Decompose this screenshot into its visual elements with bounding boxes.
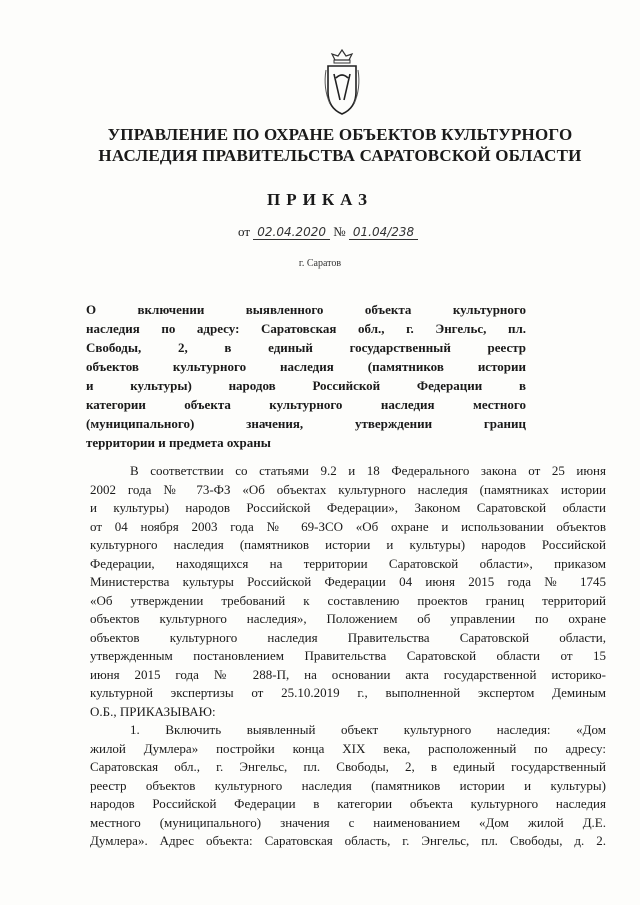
subject-line: О включении выявленного объекта культурного bbox=[86, 302, 526, 317]
subject-line: наследия по адресу: Саратовская обл., г. Энгельс, пл. bbox=[86, 321, 526, 336]
subject-line: (муниципального) значения, утверждении границ bbox=[86, 416, 526, 431]
body-line: жилой Думлера» постройки конца XIX века, расположенный по адресу: bbox=[90, 740, 606, 756]
order-title: ПРИКАЗ bbox=[267, 190, 373, 209]
body-line: В соответствии со статьями 9.2 и 18 Федерального закона от 25 июня bbox=[130, 463, 606, 478]
body-line: Министерства культуры Российской Федерации 04 июня 2015 года № 1745 bbox=[90, 574, 606, 589]
body-line: утвержденным постановлением Правительства Саратовской области от 15 bbox=[90, 648, 606, 663]
order-date-number bbox=[238, 224, 418, 240]
body-line: культурной экспертизы от 25.10.2019 г., выполненной экспертом Деминым bbox=[90, 685, 606, 700]
city: г. Саратов bbox=[298, 258, 342, 269]
organization-title-line-2: НАСЛЕДИЯ ПРАВИТЕЛЬСТВА САРАТОВСКОЙ ОБЛАСТИ bbox=[98, 146, 582, 165]
subject-line: территории и предмета охраны bbox=[86, 435, 271, 450]
subject-line: Свободы, 2, в единый государственный реестр bbox=[86, 340, 526, 355]
organization-title-line-1: УПРАВЛЕНИЕ ПО ОХРАНЕ ОБЪЕКТОВ КУЛЬТУРНОГО bbox=[107, 125, 573, 144]
body-line: объектов культурного наследия», Положением об управлении по охране bbox=[90, 611, 606, 626]
body-line: 2002 года № 73-ФЗ «Об объектах культурного наследия (памятниках истории bbox=[90, 481, 606, 497]
number-prefix: № bbox=[333, 224, 346, 239]
subject-line: категории объекта культурного наследия местного bbox=[86, 397, 526, 412]
organization-title bbox=[90, 124, 590, 166]
body-line: народов Российской Федерации в категории объекта культурного наследия bbox=[90, 796, 606, 811]
body-line: реестр объектов культурного наследия (памятников истории и культуры) bbox=[90, 777, 606, 793]
date-prefix: от bbox=[238, 224, 251, 239]
body-line: Федерации, находящихся на территории Саратовской области», приказом bbox=[90, 555, 606, 571]
subject-line: объектов культурного наследия (памятников истории bbox=[86, 359, 526, 374]
body-line: местного (муниципального) значения с наименованием «Дом жилой Д.Е. bbox=[90, 814, 606, 830]
body-line: Думлера». Адрес объекта: Саратовская область, г. Энгельс, пл. Свободы, д. 2. bbox=[90, 833, 606, 848]
body-line: Саратовская обл., г. Энгельс, пл. Свободы, 2, в единый государственный bbox=[90, 759, 606, 774]
subject-line: и культуры) народов Российской Федерации в bbox=[86, 378, 526, 393]
order-date: 02.04.2020 bbox=[253, 225, 330, 240]
body-line: от 04 ноября 2003 года № 69-ЗСО «Об охране и использовании объектов bbox=[90, 518, 606, 534]
body-line: объектов культурного наследия Правительства Саратовской области, bbox=[90, 629, 606, 645]
body-line: июня 2015 года № 288-П, на основании акта государственной историко- bbox=[90, 666, 606, 682]
order-subject bbox=[86, 300, 526, 452]
order-body bbox=[90, 462, 606, 851]
body-line: «Об утверждении требований к составлению проектов границ территорий bbox=[90, 592, 606, 608]
saratov-coat-of-arms-icon bbox=[322, 48, 362, 118]
body-line: и культуры) народов Российской Федерации», Законом Саратовской области bbox=[90, 500, 606, 515]
body-line: 1. Включить выявленный объект культурного наследия: «Дом bbox=[130, 722, 606, 737]
order-number: 01.04/238 bbox=[349, 225, 418, 240]
body-line: культурного наследия (памятников истории и культуры) народов Российской bbox=[90, 537, 606, 552]
body-line: О.Б., ПРИКАЗЫВАЮ: bbox=[90, 703, 216, 719]
